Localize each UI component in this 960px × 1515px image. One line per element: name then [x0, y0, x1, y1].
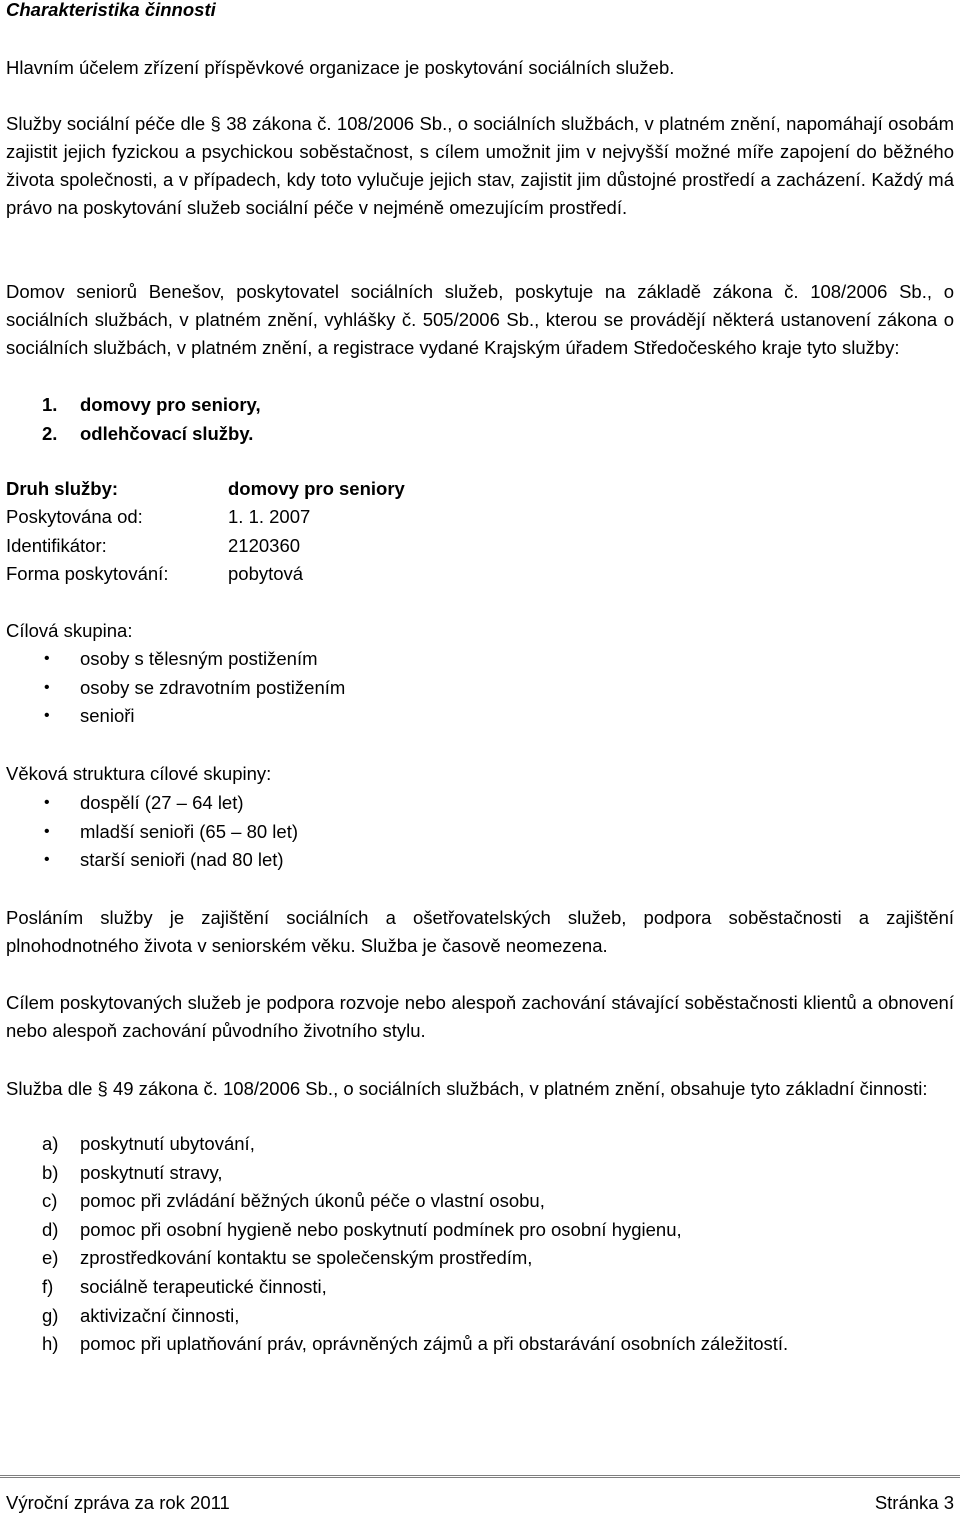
activities-list — [0, 1130, 954, 1359]
info-value: domovy pro seniory — [228, 478, 405, 499]
list-item — [0, 420, 954, 449]
list-item-text: starší senioři (nad 80 let) — [80, 849, 284, 871]
footer-divider — [0, 1475, 960, 1478]
list-item-text: mladší senioři (65 – 80 let) — [80, 820, 298, 842]
footer-page-number: Stránka 3 — [874, 1492, 954, 1513]
info-label: Poskytována od: — [6, 506, 143, 528]
info-value: 2120360 — [228, 534, 301, 556]
paragraph-provider: Domov seniorů Benešov, poskytovatel sociálních služeb, poskytuje na základě zákona č. 108/2006 Sb., o sociálních službách, v platném znění, vyhlášky č. 505/2006 Sb., kterou se provádějí některá ustanovení zákona o sociálních službách, v platném znění, a registrace vydané Krajským úřadem Středočeského kraje tyto služby: — [6, 281, 954, 358]
list-item — [0, 1244, 954, 1273]
age-structure-list — [0, 789, 954, 875]
list-item — [0, 846, 954, 875]
age-structure-label: Věková struktura cílové skupiny: — [6, 763, 272, 784]
paragraph-activities-intro: Služba dle § 49 zákona č. 108/2006 Sb., o sociálních službách, v platném znění, obsahuje tyto základní činnosti: — [6, 1078, 928, 1099]
bullet-icon: • — [44, 794, 50, 811]
list-item-text: dospělí (27 – 64 let) — [80, 792, 244, 813]
footer-report-title: Výroční zpráva za rok 2011 — [6, 1492, 230, 1513]
section-heading: Charakteristika činnosti — [6, 0, 216, 20]
list-item — [0, 1216, 954, 1245]
bullet-icon: • — [44, 678, 50, 696]
info-value: 1. 1. 2007 — [228, 506, 311, 528]
paragraph-goal: Cílem poskytovaných služeb je podpora rozvoje nebo alespoň zachování stávající soběstačnosti klientů a obnovení nebo alespoň zachování původního životního stylu. — [6, 992, 954, 1041]
list-letter: d) — [42, 1218, 59, 1240]
paragraph-purpose: Hlavním účelem zřízení příspěvkové organizace je poskytování sociálních služeb. — [6, 57, 675, 78]
list-item — [0, 1302, 954, 1331]
list-item — [0, 702, 954, 731]
list-letter: h) — [42, 1333, 59, 1355]
list-letter: g) — [42, 1304, 59, 1326]
info-row — [6, 532, 301, 560]
list-item-text: sociálně terapeutické činnosti, — [80, 1275, 327, 1297]
paragraph-mission: Posláním služby je zajištění sociálních a ošetřovatelských služeb, podpora soběstačnosti a zajištění plnohodnotného života v seniorském věku. Služba je časově neomezena. — [6, 907, 954, 956]
list-item-text: pomoc při zvládání běžných úkonů péče o vlastní osobu, — [80, 1190, 545, 1212]
list-item-text: senioři — [80, 705, 135, 727]
target-group-label: Cílová skupina: — [6, 620, 133, 641]
list-item-text: poskytnutí stravy, — [80, 1161, 223, 1183]
target-group-list — [0, 645, 954, 731]
list-item-text: odlehčovací služby. — [80, 422, 254, 444]
list-item — [0, 789, 954, 818]
list-item-text: aktivizační činnosti, — [80, 1304, 240, 1326]
list-item — [0, 645, 954, 674]
list-item — [0, 818, 954, 847]
list-letter: e) — [42, 1247, 59, 1269]
list-item-text: domovy pro seniory, — [80, 394, 261, 415]
list-item-text: osoby se zdravotním postižením — [80, 676, 346, 698]
list-item — [0, 1187, 954, 1216]
list-item-text: pomoc při osobní hygieně nebo poskytnutí podmínek pro osobní hygienu, — [80, 1218, 682, 1240]
list-item-text: poskytnutí ubytování, — [80, 1133, 255, 1154]
info-label: Druh služby: — [6, 478, 119, 499]
list-item — [0, 1130, 954, 1159]
info-row — [6, 475, 405, 503]
services-list — [0, 391, 954, 448]
bullet-icon: • — [44, 707, 50, 725]
list-item — [0, 674, 954, 703]
bullet-icon: • — [44, 650, 50, 667]
list-item — [0, 1330, 954, 1359]
info-label: Identifikátor: — [6, 534, 107, 556]
list-letter: a) — [42, 1133, 59, 1154]
info-label: Forma poskytování: — [6, 562, 169, 584]
info-row — [6, 503, 311, 531]
list-item — [0, 391, 954, 420]
bullet-icon: • — [44, 851, 50, 869]
list-letter: b) — [42, 1161, 59, 1183]
list-number: 2. — [42, 422, 58, 444]
info-value: pobytová — [228, 562, 304, 584]
service-info — [6, 475, 405, 588]
list-item-text: pomoc při uplatňování práv, oprávněných zájmů a při obstarávání osobních záležitostí. — [80, 1333, 789, 1355]
list-letter: c) — [42, 1190, 58, 1212]
page-footer — [6, 1491, 954, 1515]
list-item-text: zprostředkování kontaktu se společenským prostředím, — [80, 1247, 533, 1269]
paragraph-social-care: Služby sociální péče dle § 38 zákona č. 108/2006 Sb., o sociálních službách, v platném znění, napomáhají osobám zajistit jejich fyzickou a psychickou soběstačnost, s cílem umožnit jim v nejvyšší možné míře zapojení do běžného života společnosti, a v případech, kdy toto vylučuje jejich stav, zajistit jim důstojné prostředí a zacházení. Každý má právo na poskytování služeb sociální péče v nejméně omezujícím prostředí. — [6, 113, 954, 218]
list-item — [0, 1159, 954, 1188]
list-item-text: osoby s tělesným postižením — [80, 648, 318, 669]
info-row — [6, 560, 304, 588]
list-number: 1. — [42, 394, 58, 415]
bullet-icon: • — [44, 822, 50, 840]
list-letter: f) — [42, 1275, 54, 1297]
list-item — [0, 1273, 954, 1302]
